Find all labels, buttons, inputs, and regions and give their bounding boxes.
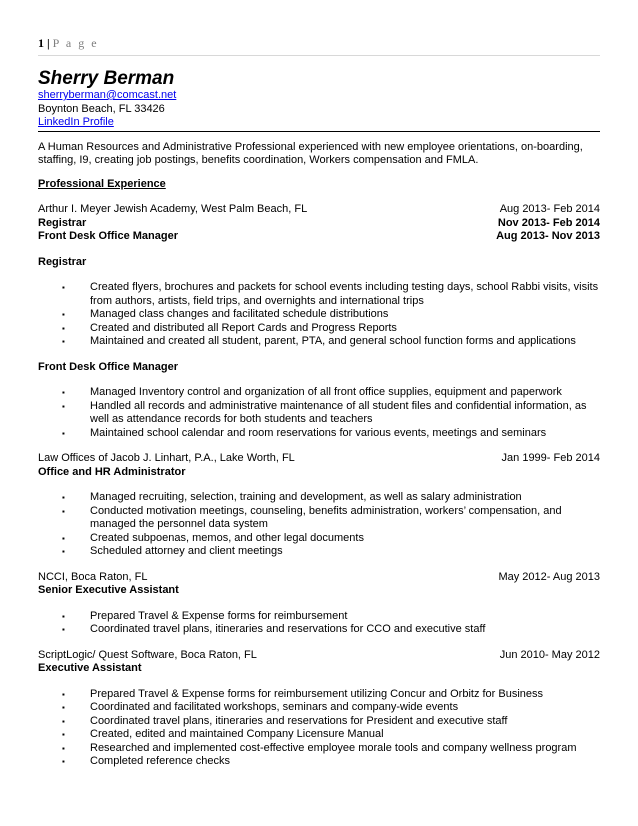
bullet-list [38,281,600,349]
bullet-icon: ▪ [62,310,65,319]
bullet-icon: ▪ [62,625,65,634]
list-item: ▪ Managed recruiting, selection, training and development, as well as salary administration [62,491,522,503]
sub-role-title: Front Desk Office Manager [38,360,178,373]
bullet-icon: ▪ [62,533,65,543]
job-title: Front Desk Office Manager [38,230,178,242]
bullet-icon: ▪ [62,689,65,699]
job-org: Arthur I. Meyer Jewish Academy, West Palm Beach, FL [38,203,308,215]
list-item: ▪ Conducted motivation meetings, counseling, benefits administration, workers’ compensation, and managed the personnel data system [62,504,562,530]
list-item: ▪ Created, edited and maintained Company Licensure Manual [62,728,384,740]
job-title: Registrar [38,216,87,229]
bullet-icon: ▪ [62,388,65,397]
bullet-icon: ▪ [62,757,65,766]
bullet-icon: ▪ [62,283,65,292]
list-item: ▪ Handled all records and administrative maintenance of all student files and confidential information, as well as attendance records for both students and teachers [62,399,587,425]
list-item: ▪ Managed Inventory control and organization of all front office supplies, equipment and paperwork [62,386,562,398]
bullet-icon: ▪ [62,428,65,438]
page-number: 1 [38,36,44,50]
list-item: ▪ Created and distributed all Report Cards and Progress Reports [62,321,397,334]
bullet-icon: ▪ [62,337,65,346]
list-item: ▪ Prepared Travel & Expense forms for reimbursement [62,609,348,622]
job-title: Senior Executive Assistant [38,584,179,596]
bullet-icon: ▪ [62,730,65,739]
linkedin-link[interactable]: LinkedIn Profile [38,116,114,128]
page-separator: | [44,36,53,50]
bullet-icon: ▪ [62,743,65,753]
bullet-icon: ▪ [62,323,65,333]
bullet-icon: ▪ [62,611,65,621]
resume-content [38,69,600,769]
job-org: NCCI, Boca Raton, FL [38,570,148,583]
list-item: ▪ Prepared Travel & Expense forms for reimbursement utilizing Concur and Orbitz for Business [62,687,544,700]
job-title: Office and HR Administrator [38,465,186,478]
list-item: ▪ Scheduled attorney and client meetings [62,545,283,557]
bullet-icon: ▪ [62,547,65,556]
page-word: P a g e [52,36,99,50]
location: Boynton Beach, FL 33426 [38,102,165,115]
bullet-icon: ▪ [62,493,65,502]
bullet-icon: ▪ [62,716,65,726]
bullet-icon: ▪ [62,401,65,411]
list-item: ▪ Coordinated travel plans, itineraries and reservations for President and executive staff [62,714,508,727]
job-entry [38,571,600,637]
job-title: Executive Assistant [38,662,142,674]
bullet-icon: ▪ [62,703,65,712]
list-item: ▪ Coordinated travel plans, itineraries and reservations for CCO and executive staff [62,623,486,635]
list-item: ▪ Maintained school calendar and room reservations for various events, meetings and seminars [62,426,547,439]
email-link[interactable]: sherryberman@comcast.net [38,89,177,101]
section-title-experience: Professional Experience [38,177,166,190]
job-org: ScriptLogic/ Quest Software, Boca Raton, FL [38,648,257,661]
page-header [38,36,600,56]
job-dates: Jun 2010- May 2012 [499,648,600,661]
summary: A Human Resources and Administrative Professional experienced with new employee orientations, on-boarding, staffing, I9, creating job postings, benefits coordination, Workers compensation and FMLA. [38,140,583,166]
list-item: ▪ Maintained and created all student, parent, PTA, and general school function forms and applications [62,335,576,347]
job-org: Law Offices of Jacob J. Linhart, P.A., Lake Worth, FL [38,452,295,464]
job-dates: Nov 2013- Feb 2014 [497,216,600,229]
bullet-list [38,386,600,440]
list-item: ▪ Completed reference checks [62,755,231,767]
sub-role-title: Registrar [38,255,87,268]
list-item: ▪ Created flyers, brochures and packets for school events including testing days, school Rabbi visits, visits from authors, artists, field trips, and overnights and international trips [62,281,599,307]
list-item: ▪ Researched and implemented cost-effective employee morale tools and company wellness program [62,741,577,754]
list-item: ▪ Created subpoenas, memos, and other legal documents [62,531,364,544]
list-item: ▪ Coordinated and facilitated workshops, seminars and company-wide events [62,701,459,713]
job-dates: Aug 2013- Nov 2013 [496,230,600,242]
job-entry [38,649,600,769]
job-entry [38,452,600,559]
job-dates: Jan 1999- Feb 2014 [501,452,600,464]
bullet-list [38,610,600,637]
bullet-icon: ▪ [62,506,65,516]
bullet-list [38,491,600,559]
job-dates: May 2012- Aug 2013 [498,570,600,583]
job-entry [38,203,600,440]
job-dates: Aug 2013- Feb 2014 [499,203,600,215]
candidate-name: Sherry Berman [38,68,175,89]
contact-block [38,69,600,132]
list-item: ▪ Managed class changes and facilitated schedule distributions [62,308,389,320]
bullet-list [38,688,600,769]
